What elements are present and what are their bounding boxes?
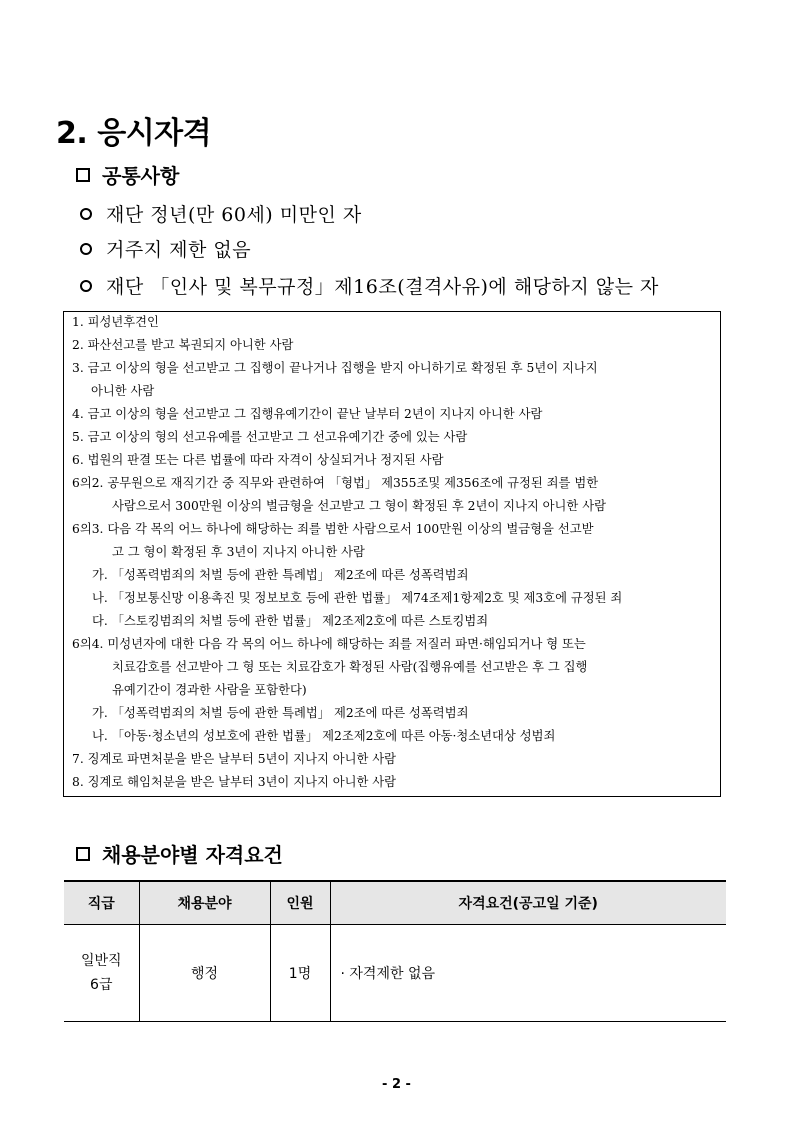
cell-requirement: · 자격제한 없음 (330, 925, 726, 1022)
bullet-text: 거주지 제한 없음 (106, 239, 252, 261)
checkbox-square-icon (76, 168, 90, 182)
disqualification-line: 아니한 사람 (91, 384, 155, 398)
bullet-item (80, 235, 251, 262)
by-field-heading (76, 839, 283, 868)
common-heading-text: 공통사항 (102, 164, 180, 188)
disqualification-line: 고 그 형이 확정된 후 3년이 지나지 아니한 사람 (112, 545, 365, 559)
disqualification-line: 3. 금고 이상의 형을 선고받고 그 집행이 끝나거나 집행을 받지 아니하기로 확정된 후 5년이 지나지 (72, 361, 598, 375)
cell-grade (64, 925, 139, 1022)
bullet-item (80, 200, 362, 227)
cell-count: 1명 (270, 925, 330, 1022)
disqualification-line: 치료감호를 선고받아 그 형 또는 치료감호가 확정된 사람(집행유예를 선고받은 후 그 집행 (112, 660, 588, 674)
disqualification-line: 다. 「스토킹범죄의 처벌 등에 관한 법률」 제2조제2호에 따른 스토킹범죄 (92, 614, 489, 628)
bullet-item (80, 272, 659, 299)
disqualification-line: 나. 「아동·청소년의 성보호에 관한 법률」 제2조제2호에 따른 아동·청소년대상 성범죄 (92, 729, 556, 743)
column-header-requirement: 자격요건(공고일 기준) (330, 881, 726, 925)
disqualification-line: 4. 금고 이상의 형을 선고받고 그 집행유예기간이 끝난 날부터 2년이 지나지 아니한 사람 (72, 407, 543, 421)
circle-bullet-icon (80, 208, 92, 220)
disqualification-line: 6의2. 공무원으로 재직기간 중 직무와 관련하여 「형법」 제355조및 제356조에 규정된 죄를 범한 (72, 476, 599, 490)
grade-line: 6급 (90, 977, 113, 993)
bullet-text: 재단 「인사 및 복무규정」제16조(결격사유)에 해당하지 않는 자 (106, 276, 659, 298)
disqualification-line: 유예기간이 경과한 사람을 포함한다) (112, 683, 307, 697)
checkbox-square-icon (76, 847, 90, 861)
disqualification-line: 7. 징계로 파면처분을 받은 날부터 5년이 지나지 아니한 사람 (72, 752, 397, 766)
table-header-row (64, 881, 726, 925)
disqualification-line: 5. 금고 이상의 형의 선고유예를 선고받고 그 선고유예기간 중에 있는 사람 (72, 430, 468, 444)
disqualification-box (63, 311, 721, 797)
disqualification-line: 사람으로서 300만원 이상의 벌금형을 선고받고 그 형이 확정된 후 2년이 지나지 아니한 사람 (112, 499, 606, 513)
column-header-count: 인원 (270, 881, 330, 925)
grade-line: 일반직 (80, 953, 122, 969)
cell-field: 행정 (139, 925, 270, 1022)
disqualification-line: 1. 피성년후견인 (72, 315, 159, 329)
bullet-text: 재단 정년(만 60세) 미만인 자 (106, 204, 362, 226)
table-row (64, 925, 726, 1022)
requirements-table (64, 880, 726, 1022)
common-heading (76, 160, 179, 189)
disqualification-line: 가. 「성폭력범죄의 처벌 등에 관한 특례법」 제2조에 따른 성폭력범죄 (92, 706, 469, 720)
disqualification-line: 6의4. 미성년자에 대한 다음 각 목의 어느 하나에 해당하는 죄를 저질러 파면·해임되거나 형 또는 (72, 637, 586, 651)
disqualification-line: 2. 파산선고를 받고 복권되지 아니한 사람 (72, 338, 294, 352)
disqualification-line: 나. 「정보통신망 이용촉진 및 정보보호 등에 관한 법률」 제74조제1항제2호 및 제3호에 규정된 죄 (92, 591, 623, 605)
disqualification-line: 8. 징계로 해임처분을 받은 날부터 3년이 지나지 아니한 사람 (72, 775, 397, 789)
disqualification-line: 6. 법원의 판결 또는 다른 법률에 따라 자격이 상실되거나 정지된 사람 (72, 453, 444, 467)
column-header-field: 채용분야 (139, 881, 270, 925)
section-title: 2. 응시자격 (56, 116, 212, 151)
by-field-heading-text: 채용분야별 자격요건 (102, 843, 283, 867)
circle-bullet-icon (80, 243, 92, 255)
disqualification-line: 가. 「성폭력범죄의 처벌 등에 관한 특례법」 제2조에 따른 성폭력범죄 (92, 568, 469, 582)
column-header-grade: 직급 (64, 881, 139, 925)
circle-bullet-icon (80, 280, 92, 292)
disqualification-line: 6의3. 다음 각 목의 어느 하나에 해당하는 죄를 범한 사람으로서 100만원 이상의 벌금형을 선고받 (72, 522, 594, 536)
page-number: - 2 - (382, 1077, 411, 1092)
